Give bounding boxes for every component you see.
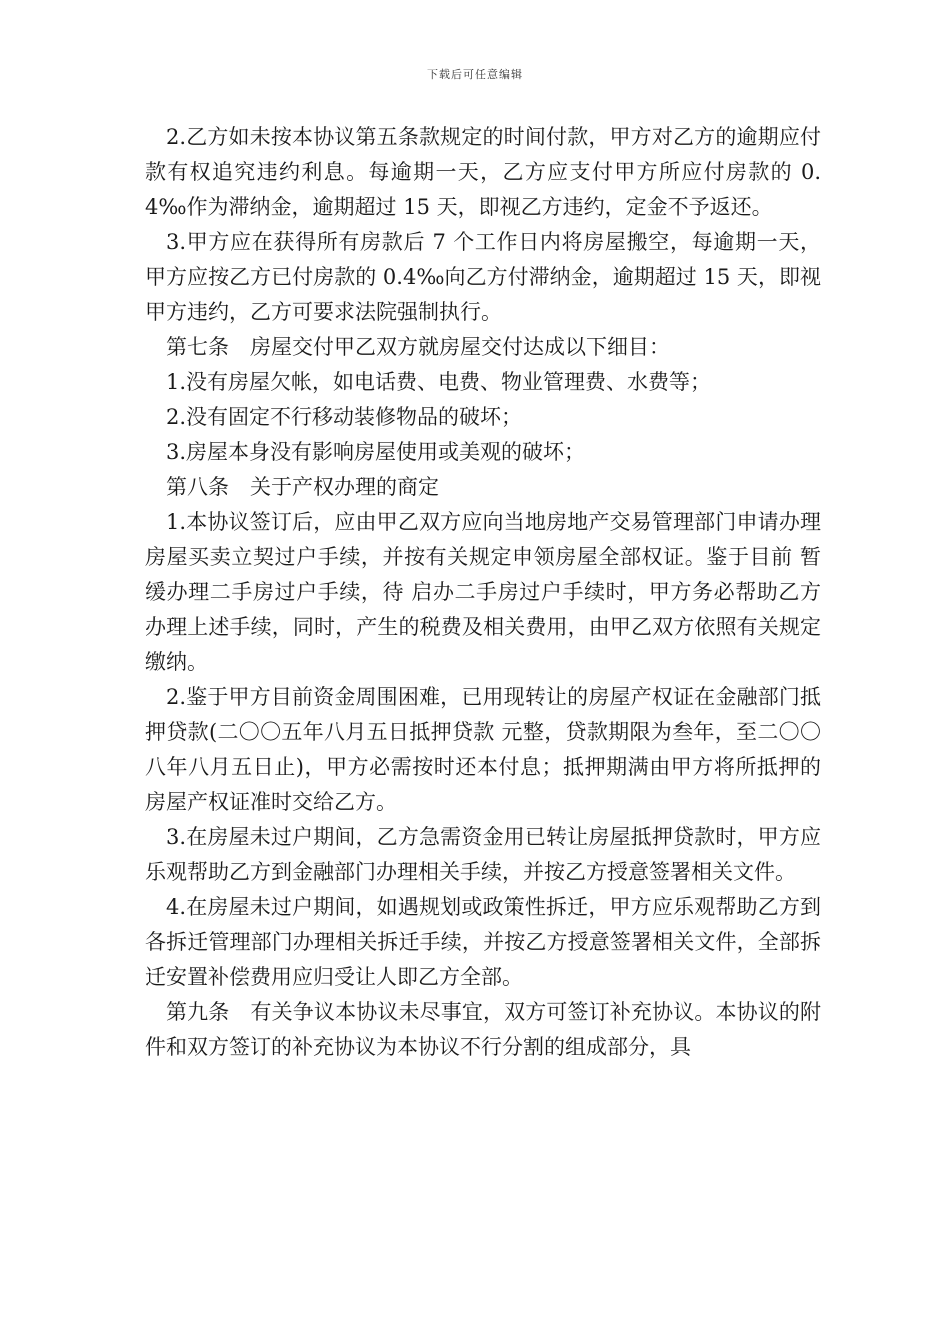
paragraph-buyer-mortgage: 3.在房屋未过户期间，乙方急需资金用已转让房屋抵押贷款时，甲方应乐观帮助乙方到金融部门办理相关手续，并按乙方授意签署相关文件。 — [145, 825, 821, 884]
paragraph-demolition: 4.在房屋未过户期间，如遇规划或政策性拆迁，甲方应乐观帮助乙方到各拆迁管理部门办理相关拆迁手续，并按乙方授意签署相关文件，全部拆迁安置补偿费用应归受让人即乙方全部。 — [145, 895, 821, 989]
paragraph-no-arrears: 1.没有房屋欠帐，如电话费、电费、物业管理费、水费等； — [166, 370, 712, 394]
paragraph-vacate-house: 3.甲方应在获得所有房款后 7 个工作日内将房屋搬空，每逾期一天，甲方应按乙方已付房款的 0.4‰向乙方付滞纳金，逾期超过 15 天，即视甲方违约，乙方可要求法院强制执行。 — [145, 230, 821, 324]
document-body — [145, 120, 821, 1065]
header-note: 下载后可任意编辑 — [427, 68, 523, 81]
article-eight-heading: 第八条 关于产权办理的商定 — [166, 475, 439, 499]
paragraph-transfer-procedure: 1.本协议签订后，应由甲乙双方应向当地房地产交易管理部门申请办理房屋买卖立契过户手续，并按有关规定申领房屋全部权证。鉴于目前 暂缓办理二手房过户手续，待 启办二手房过户手续时，甲方务必帮助乙方办理上述手续，同时，产生的税费及相关费用，由甲乙双方依照有关规定缴纳。 — [145, 510, 821, 674]
paragraph-no-structure-damage: 3.房屋本身没有影响房屋使用或美观的破坏； — [166, 440, 586, 464]
paragraph-mortgage: 2.鉴于甲方目前资金周围困难，已用现转让的房屋产权证在金融部门抵押贷款(二〇〇五年八月五日抵押贷款 元整，贷款期限为叁年，至二〇〇八年八月五日止)，甲方必需按时还本付息；抵押期满由甲方将所抵押的房屋产权证准时交给乙方。 — [145, 685, 821, 814]
article-nine-paragraph: 第九条 有关争议本协议未尽事宜，双方可签订补充协议。本协议的附件和双方签订的补充协议为本协议不行分割的组成部分，具 — [145, 1000, 821, 1059]
paragraph-no-fixture-damage: 2.没有固定不行移动装修物品的破坏； — [166, 405, 523, 429]
paragraph-late-payment: 2.乙方如未按本协议第五条款规定的时间付款，甲方对乙方的逾期应付款有权追究违约利息。每逾期一天，乙方应支付甲方所应付房款的 0.4‰作为滞纳金，逾期超过 15 天，即视乙方违约，定金不予返还。 — [145, 125, 821, 219]
article-seven-heading: 第七条 房屋交付甲乙双方就房屋交付达成以下细目： — [166, 335, 670, 359]
